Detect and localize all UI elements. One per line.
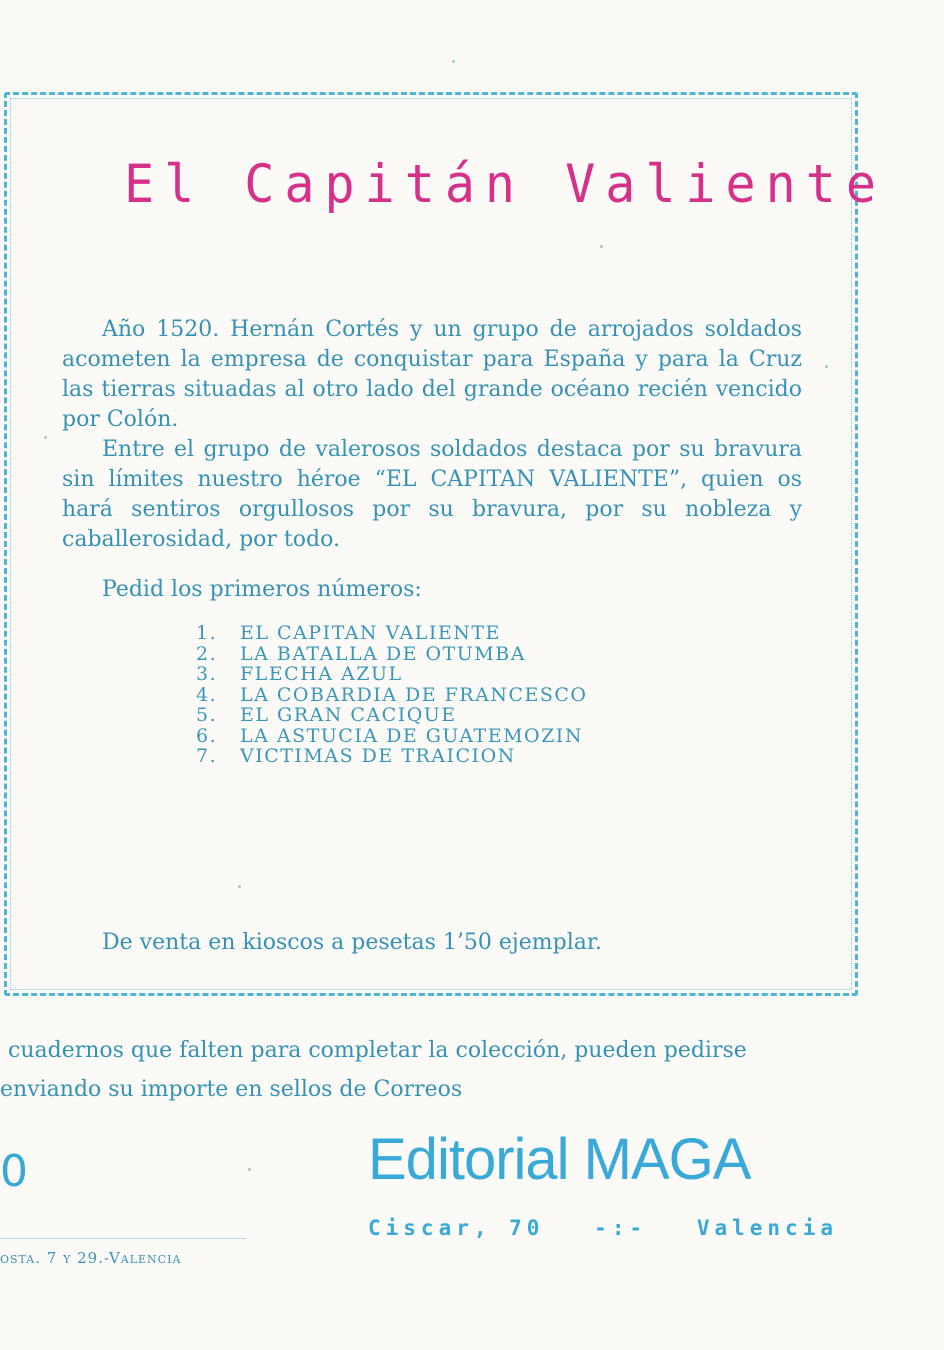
- issue-title: VICTIMAS DE TRAICION: [240, 745, 516, 767]
- issue-title: FLECHA AZUL: [240, 663, 403, 685]
- printer-imprint: osta. 7 y 29.-Valencia: [0, 1249, 182, 1267]
- list-item: [196, 664, 588, 685]
- address-separator: -:-: [594, 1216, 648, 1240]
- issue-title: EL CAPITAN VALIENTE: [240, 622, 501, 644]
- paper-speck: [248, 1168, 251, 1171]
- issue-number: 6.: [196, 724, 218, 747]
- list-item: [196, 644, 588, 665]
- publisher-street: Ciscar, 70: [368, 1216, 545, 1240]
- list-item: [196, 746, 588, 767]
- issue-title: LA ASTUCIA DE GUATEMOZIN: [240, 724, 583, 747]
- intro-paragraph: Año 1520. Hernán Cortés y un grupo de arrojados soldados acometen la empresa de conquistar para España y para la Cruz las tierras situadas al otro lado del grande océano recién vencido por Colón.: [62, 317, 802, 432]
- issue-number: 7.: [196, 745, 218, 767]
- hero-paragraph: Entre el grupo de valerosos soldados destaca por su bravura sin límites nuestro héroe “EL CAPITAN VALIENTE”, quien os hará sentiros orgullosos por su bravura, por su nobleza y caballerosidad, por todo.: [62, 437, 802, 552]
- publisher-name: Editorial MAGA: [368, 1127, 751, 1192]
- issue-number: 5.: [196, 704, 218, 726]
- paper-speck: [825, 365, 828, 368]
- issue-title: EL GRAN CACIQUE: [240, 704, 457, 726]
- issue-number: 4.: [196, 683, 218, 706]
- publisher-city: Valencia: [696, 1216, 838, 1240]
- divider: [0, 1238, 246, 1239]
- list-item: [196, 726, 588, 747]
- issue-number: 1.: [196, 622, 218, 644]
- paper-speck: [238, 885, 241, 888]
- issue-number: 3.: [196, 663, 218, 685]
- request-heading: Pedid los primeros números:: [102, 577, 422, 602]
- paper-speck: [600, 245, 603, 248]
- publisher-address: [368, 1216, 838, 1240]
- list-item: [196, 685, 588, 706]
- notice-line-1: cuadernos que falten para completar la colección, pueden pedirse: [8, 1038, 747, 1063]
- page-title: El Capitán Valiente: [124, 153, 886, 215]
- paper-speck: [44, 436, 47, 439]
- list-item: [196, 705, 588, 726]
- notice-line-2: enviando su importe en sellos de Correos: [0, 1077, 463, 1102]
- issue-list: [196, 623, 588, 767]
- issue-title: LA BATALLA DE OTUMBA: [240, 642, 526, 665]
- issue-title: LA COBARDIA DE FRANCESCO: [240, 683, 588, 706]
- list-item: [196, 623, 588, 644]
- issue-number: 2.: [196, 642, 218, 665]
- sale-line: De venta en kioscos a pesetas 1’50 ejemplar.: [102, 930, 602, 955]
- price-fragment: 0: [0, 1146, 28, 1197]
- paper-speck: [452, 60, 455, 63]
